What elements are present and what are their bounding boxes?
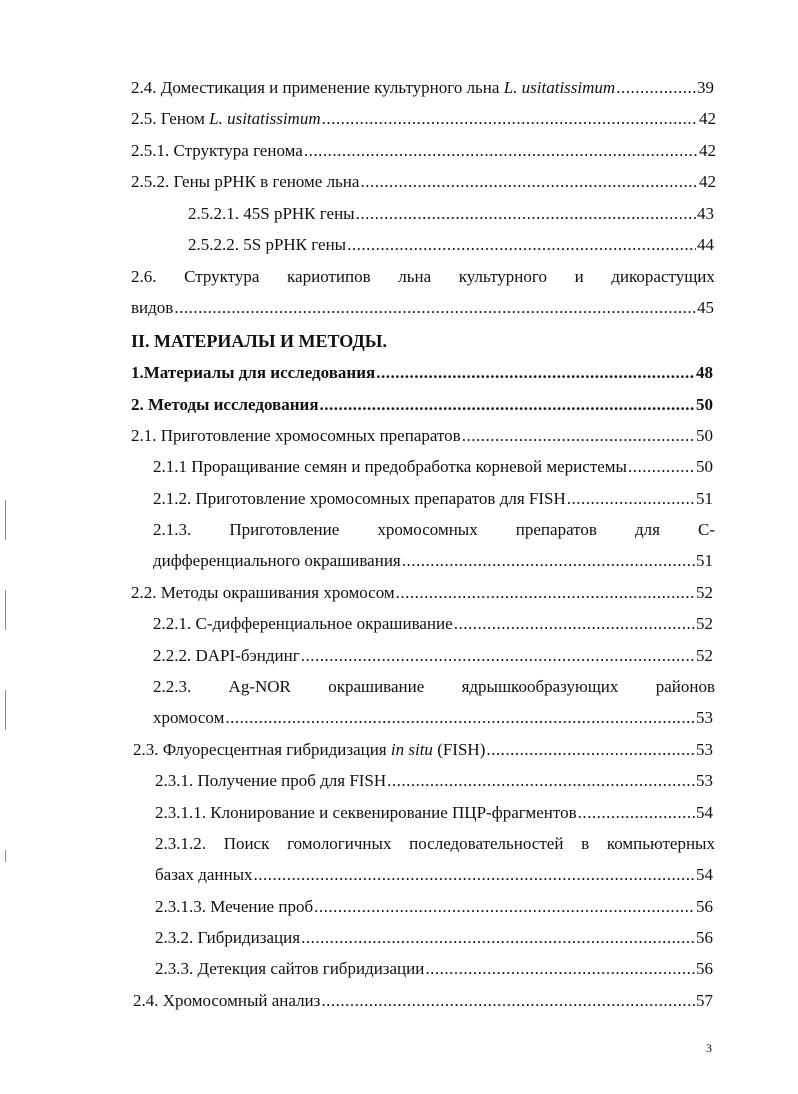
dot-leader — [578, 802, 695, 824]
toc-entry-label: 2.5.2. Гены рРНК в геноме льна — [131, 172, 360, 191]
scan-mark — [5, 590, 6, 630]
toc-entry — [155, 896, 713, 918]
latin-term: in situ — [390, 740, 433, 759]
word: препаратов — [515, 520, 597, 539]
toc-entry-label: 2.3.3. Детекция сайтов гибридизации — [155, 959, 425, 978]
dot-leader — [628, 456, 695, 478]
toc-page-number: 42 — [699, 172, 716, 191]
toc-entry — [131, 297, 714, 319]
toc-entry-label: 2.4. Хромосомный анализ — [133, 991, 321, 1010]
toc-entry — [155, 958, 713, 980]
dot-leader — [462, 425, 695, 447]
toc-page-number: 50 — [696, 426, 713, 445]
toc-page-number: 53 — [696, 740, 713, 759]
toc-entry-label: 2.3. Флуоресцентная гибридизация in situ (FISH) — [133, 740, 486, 759]
dot-leader — [454, 613, 695, 635]
word: в — [581, 834, 590, 853]
dot-leader — [396, 582, 695, 604]
dot-leader — [322, 108, 698, 130]
toc-entry-label: 2.3.1. Получение проб для FISH — [155, 771, 387, 790]
toc-page-number: 51 — [696, 489, 713, 508]
toc-entry-label: 2.1. Приготовление хромосомных препаратов — [131, 426, 461, 445]
dot-leader — [314, 896, 695, 918]
word: С- — [697, 520, 715, 539]
toc-entry — [155, 802, 713, 824]
dot-leader — [254, 864, 695, 886]
scan-mark — [5, 850, 6, 862]
toc-page-number: 39 — [697, 78, 714, 97]
toc-entry-label: дифференциального окрашивания — [153, 551, 401, 570]
word: районов — [655, 677, 715, 696]
word: и — [574, 267, 584, 286]
scan-mark — [5, 500, 6, 540]
toc-page-number: 51 — [696, 551, 713, 570]
toc-entry-justified — [153, 676, 715, 698]
word: Ag-NOR — [228, 677, 291, 696]
toc-entry-label: 2.1.2. Приготовление хромосомных препаратов для FISH — [153, 489, 566, 508]
word: 2.1.3. — [153, 520, 192, 539]
word: Приготовление — [229, 520, 340, 539]
toc-entry — [153, 488, 713, 510]
dot-leader — [356, 203, 696, 225]
toc-page-number: 56 — [696, 959, 713, 978]
dot-leader — [347, 234, 696, 256]
toc-entry — [131, 171, 716, 193]
toc-entry — [133, 990, 713, 1012]
toc-page-number: 42 — [699, 109, 716, 128]
dot-leader — [486, 739, 695, 761]
toc-entry-label: видов — [131, 298, 174, 317]
word: 2.3.1.2. — [155, 834, 206, 853]
word: льна — [398, 267, 432, 286]
toc-entry-label: 2.4. Доместикация и применение культурного льна L. usitatissimum — [131, 78, 616, 97]
toc-entry — [153, 550, 713, 572]
toc-entry — [133, 739, 713, 761]
toc-entry-label: 2.2.1. С-дифференциальное окрашивание — [153, 614, 453, 633]
toc-page-number: 54 — [696, 803, 713, 822]
toc-entry-label: 2.5.1. Структура генома — [131, 141, 303, 160]
toc-entry-label: 2.2.2. DAPI-бэндинг — [153, 646, 300, 665]
dot-leader — [360, 171, 698, 193]
toc-page-number: 54 — [696, 865, 713, 884]
toc-page-number: 56 — [696, 928, 713, 947]
toc-entry — [131, 77, 714, 99]
toc-page-number: 50 — [696, 395, 713, 414]
species-name: L. usitatissimum — [209, 109, 321, 128]
toc-entry-label: 2.5.2.1. 45S рРНК гены — [188, 204, 355, 223]
dot-leader — [387, 770, 695, 792]
toc-entry-label: 1.Материалы для исследования — [131, 363, 376, 382]
toc-page-number: 53 — [696, 708, 713, 727]
word: гомологичных — [287, 834, 392, 853]
toc-entry — [155, 927, 713, 949]
toc-entry-label: 2. Методы исследования — [131, 395, 319, 414]
toc-page-number: 56 — [696, 897, 713, 916]
toc-entry — [155, 864, 713, 886]
dot-leader — [301, 927, 695, 949]
word: последовательностей — [409, 834, 564, 853]
toc-page-number: 48 — [696, 363, 713, 382]
toc-page-number: 44 — [697, 235, 714, 254]
toc-page-number: 52 — [696, 583, 713, 602]
dot-leader — [320, 394, 695, 416]
word: 2.6. — [131, 267, 157, 286]
dot-leader — [174, 297, 696, 319]
dot-leader — [425, 958, 695, 980]
word: хромосомных — [377, 520, 478, 539]
toc-entry — [131, 394, 713, 416]
toc-entry — [153, 645, 713, 667]
toc-entry-label: 2.5. Геном L. usitatissimum — [131, 109, 321, 128]
dot-leader — [402, 550, 695, 572]
word: дикорастущих — [611, 267, 715, 286]
toc-entry — [153, 613, 713, 635]
dot-leader — [321, 990, 695, 1012]
toc-entry — [131, 362, 713, 384]
toc-entry-label: 2.5.2.2. 5S рРНК гены — [188, 235, 347, 254]
toc-entry-label: базах данных — [155, 865, 253, 884]
toc-entry-label: 2.3.2. Гибридизация — [155, 928, 301, 947]
toc-entry-justified — [155, 833, 715, 855]
dot-leader — [567, 488, 695, 510]
toc-entry-justified — [131, 266, 715, 288]
toc-entry — [131, 108, 716, 130]
toc-page-number: 52 — [696, 646, 713, 665]
word: для — [634, 520, 660, 539]
toc-page-number: 52 — [696, 614, 713, 633]
toc-page-number: 53 — [696, 771, 713, 790]
species-name: L. usitatissimum — [503, 78, 616, 97]
toc-entry — [153, 707, 713, 729]
dot-leader — [225, 707, 695, 729]
toc-page-number: 45 — [697, 298, 714, 317]
word: культурного — [458, 267, 547, 286]
toc-entry-label: 2.1.1 Проращивание семян и предобработка корневой меристемы — [153, 457, 627, 476]
word: окрашивание — [328, 677, 425, 696]
toc-entry — [153, 456, 713, 478]
toc-entry — [188, 203, 714, 225]
toc-page-number: 43 — [697, 204, 714, 223]
toc-entry-label: 2.3.1.1. Клонирование и секвенирование ПЦР-фрагментов — [155, 803, 577, 822]
toc-entry-label: 2.2. Методы окрашивания хромосом — [131, 583, 395, 602]
word: ядрышкообразующих — [461, 677, 619, 696]
dot-leader — [301, 645, 695, 667]
word: компьютерных — [606, 834, 715, 853]
toc-entry — [131, 582, 713, 604]
word: Поиск — [223, 834, 270, 853]
toc-page-number: 50 — [696, 457, 713, 476]
toc-entry-label: хромосом — [153, 708, 225, 727]
page-number: 3 — [706, 1041, 712, 1055]
word: кариотипов — [287, 267, 371, 286]
dot-leader — [616, 77, 696, 99]
toc-entry — [131, 140, 716, 162]
dot-leader — [304, 140, 698, 162]
section-heading: II. МАТЕРИАЛЫ И МЕТОДЫ. — [131, 331, 387, 351]
scan-mark — [5, 690, 6, 730]
dot-leader — [376, 362, 695, 384]
toc-page-number: 57 — [696, 991, 713, 1010]
toc-entry-label: 2.3.1.3. Мечение проб — [155, 897, 314, 916]
word: 2.2.3. — [153, 677, 192, 696]
toc-entry — [188, 234, 714, 256]
toc-entry-justified — [153, 519, 715, 541]
toc-entry — [131, 425, 713, 447]
toc-entry — [155, 770, 713, 792]
toc-page-number: 42 — [699, 141, 716, 160]
word: Структура — [184, 267, 260, 286]
